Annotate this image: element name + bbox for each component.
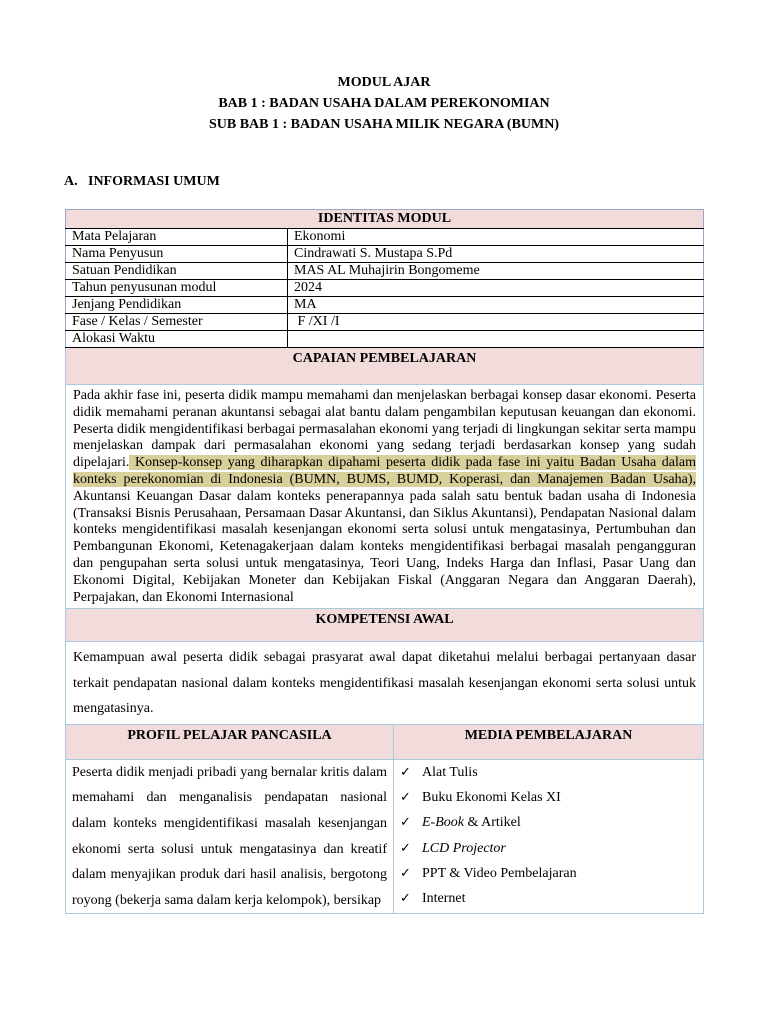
identitas-label: Satuan Pendidikan bbox=[66, 263, 288, 280]
capaian-heading-row bbox=[66, 348, 704, 385]
section-title: INFORMASI UMUM bbox=[88, 174, 220, 189]
identitas-row bbox=[66, 229, 704, 246]
identitas-row bbox=[66, 246, 704, 263]
media-item bbox=[400, 836, 697, 861]
identitas-label: Tahun penyusunan modul bbox=[66, 280, 288, 297]
media-item bbox=[400, 861, 697, 886]
media-item-text: PPT & Video Pembelajaran bbox=[422, 866, 577, 882]
title-bab: BAB 1 : BADAN USAHA DALAM PEREKONOMIAN bbox=[218, 96, 550, 111]
checkmark-icon: ✓ bbox=[400, 764, 411, 780]
kompetensi-text: Kemampuan awal peserta didik sebagai prasyarat awal dapat diketahui melalui berbagai pertanyaan dasar terkait pendapatan nasional dalam konteks mengidentifikasi masalah kesenjangan ekonomi serta solusi untuk mengatasinya. bbox=[66, 642, 704, 725]
capaian-body-row bbox=[66, 385, 704, 609]
media-item-italic: E-Book bbox=[422, 815, 464, 831]
checkmark-icon: ✓ bbox=[400, 840, 411, 856]
kompetensi-heading-row bbox=[66, 609, 704, 642]
media-item-italic: LCD Projector bbox=[422, 840, 506, 856]
identitas-row bbox=[66, 331, 704, 348]
media-item bbox=[400, 760, 697, 785]
media-cell bbox=[394, 759, 704, 914]
identitas-value: MA bbox=[288, 297, 704, 314]
media-item-text: Buku Ekonomi Kelas XI bbox=[422, 790, 561, 806]
section-heading-informasi-umum bbox=[64, 174, 220, 190]
identitas-label: Mata Pelajaran bbox=[66, 229, 288, 246]
media-item-text: Alat Tulis bbox=[422, 764, 478, 780]
media-item bbox=[400, 886, 697, 911]
identitas-value: Cindrawati S. Mustapa S.Pd bbox=[288, 246, 704, 263]
profil-text: Peserta didik menjadi pribadi yang bernalar kritis dalam memahami dan menganalisis pendapatan nasional dalam konteks mengidentifikasi masalah kesenjangan ekonomi serta solusi untuk mengatasinya dan kreatif dalam menyajikan produk dari hasil analisis, bergotong royong (bekerja sama dalam kerja kelompok), bersikap bbox=[66, 759, 394, 914]
capaian-heading: CAPAIAN PEMBELAJARAN bbox=[66, 348, 704, 385]
section-number: A. bbox=[64, 174, 78, 189]
identitas-row bbox=[66, 297, 704, 314]
identitas-label: Fase / Kelas / Semester bbox=[66, 314, 288, 331]
checkmark-icon: ✓ bbox=[400, 790, 411, 806]
capaian-text-part: Akuntansi Keuangan Dasar dalam konteks penerapannya pada salah satu bentuk badan usaha di Indonesia (Transaksi Bisnis Perusahaan, Persamaan Dasar Akuntansi, dan Siklus Akuntansi), Pendapatan Nasional dalam konteks mengidentifikasi masalah kesenjangan ekonomi serta solusi untuk mengatasinya, Pertumbuhan dan Pembangunan Ekonomi, Ketenagakerjaan dalam konteks mengidentifikasi berbagai masalah pengangguran dan pengupahan serta solusi untuk mengatasinya, Teori Uang, Indeks Harga dan Inflasi, Pasar Uang dan Ekonomi Digital, Kebijakan Moneter dan Kebijakan Fiskal (Anggaran Negara dan Anggaran Daerah), Perpajakan, dan Ekonomi Internasional bbox=[73, 488, 696, 605]
identitas-label: Nama Penyusun bbox=[66, 246, 288, 263]
kompetensi-heading: KOMPETENSI AWAL bbox=[66, 609, 704, 642]
media-item bbox=[400, 810, 697, 835]
identitas-heading-row bbox=[66, 210, 704, 229]
media-item-text: & Artikel bbox=[463, 815, 521, 831]
identitas-value: Ekonomi bbox=[288, 229, 704, 246]
media-item bbox=[400, 785, 697, 810]
identitas-row bbox=[66, 280, 704, 297]
identitas-value: MAS AL Muhajirin Bongomeme bbox=[288, 263, 704, 280]
capaian-text bbox=[66, 385, 704, 609]
title-sub-bab: SUB BAB 1 : BADAN USAHA MILIK NEGARA (BUMN) bbox=[208, 117, 560, 132]
media-item-text: Internet bbox=[422, 891, 466, 907]
profil-media-heading-row bbox=[66, 724, 704, 759]
document-title bbox=[0, 72, 768, 135]
media-heading: MEDIA PEMBELAJARAN bbox=[394, 724, 704, 759]
profil-media-body-row bbox=[66, 759, 704, 914]
identitas-row bbox=[66, 314, 704, 331]
identitas-value bbox=[288, 331, 704, 348]
profil-heading: PROFIL PELAJAR PANCASILA bbox=[66, 724, 394, 759]
checkmark-icon: ✓ bbox=[400, 891, 411, 907]
identitas-label: Alokasi Waktu bbox=[66, 331, 288, 348]
identitas-value: 2024 bbox=[288, 280, 704, 297]
identitas-label: Jenjang Pendidikan bbox=[66, 297, 288, 314]
checkmark-icon: ✓ bbox=[400, 866, 411, 882]
capaian-highlighted-text: Konsep-konsep yang diharapkan dipahami peserta didik pada fase ini yaitu Badan Usaha dalam konteks perekonomian di Indonesia (BUMN, BUMS, BUMD, Koperasi, dan Manajemen Badan Usaha), bbox=[73, 455, 696, 487]
title-modul-ajar: MODUL AJAR bbox=[337, 75, 431, 90]
capaian-text-part: Pada akhir fase ini, peserta didik mampu memahami dan menjelaskan berbagai konsep dasar ekonomi. Peserta didik memahami peranan akuntansi sebagai alat bantu dalam pengambilan keputusan keuangan dan ekonomi. Peserta didik mengidentifikasi berbagai permasalahan ekonomi yang terjadi di lingkungan sekitar serta mampu menjelaskan dampak dari permasalahan ekonomi yang sedang terjadi berdasarkan konsep yang sudah dipelajari. bbox=[73, 388, 696, 471]
identitas-heading: IDENTITAS MODUL bbox=[66, 210, 704, 229]
checkmark-icon: ✓ bbox=[400, 815, 411, 831]
identitas-value: F /XI /I bbox=[288, 314, 704, 331]
identitas-row bbox=[66, 263, 704, 280]
module-table bbox=[65, 209, 704, 914]
media-list bbox=[400, 760, 697, 912]
kompetensi-body-row bbox=[66, 642, 704, 725]
